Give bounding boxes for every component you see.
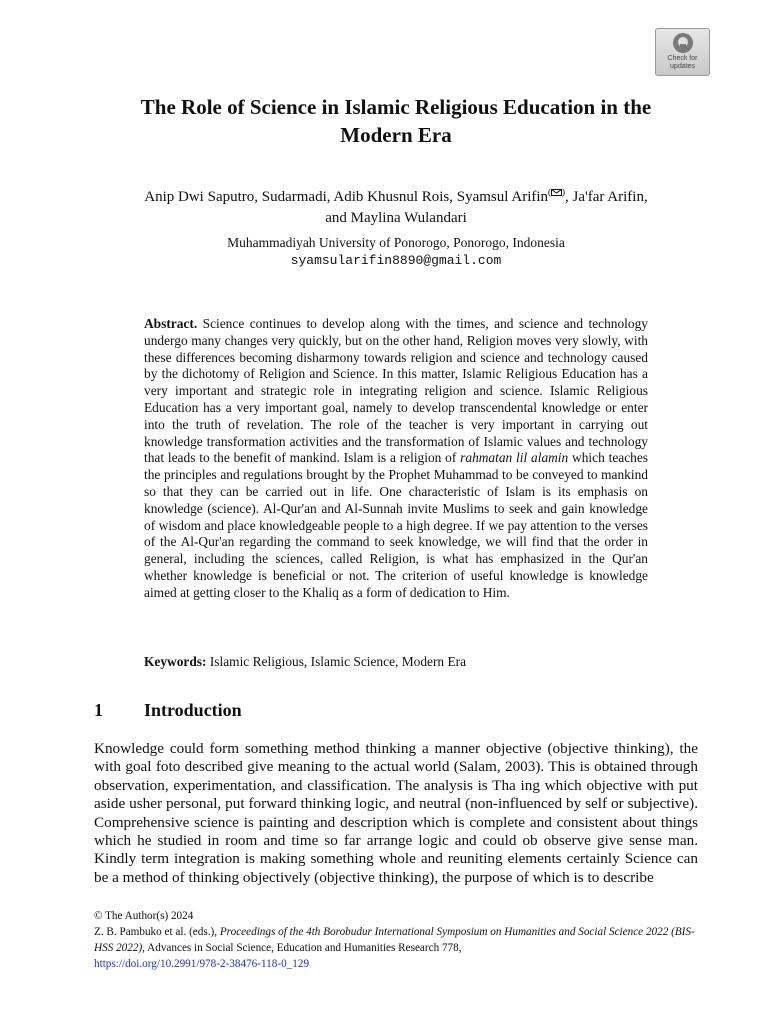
abstract-text-1: Science continues to develop along with the times, and science and technology undergo many changes very quickly, but on the other hand, Religion moves very slowly, with these differences becoming disharmony towards religion and science and technology caused by the dichotomy of Religion and Science. In this matter, Islamic Religious Education has a very important and strategic role in integrating religion and science. Islamic Religious Education has a very important goal, namely to develop transcendental knowledge or enter into the truth of revelation. The role of the teacher is very important in carrying out knowledge transformation activities and the transformation of Islamic values and technology that leads to the benefit of mankind. Islam is a religion of [144,316,648,466]
check-for-updates-badge[interactable] [655,28,710,76]
section-title: Introduction [144,700,242,720]
introduction-paragraph: Knowledge could form something method thinking a manner objective (objective thinking), the with goal foto described give meaning to the actual world (Salam, 2003). This is obtained through observation, experimentation, and classification. The analysis is Tha ing which objective with put aside usher personal, put forward thinking logic, and neutral (non-influenced by self or subjective). Comprehensive science is painting and description which is complete and consistent about things which he studied in room and time so far arrange logic and could ob observe give sense man. Kindly term integration is making something whole and reuniting elements certainly Science can be a method of thinking objectively (objective thinking), the purpose of which is to describe [94,740,698,886]
doi-link[interactable]: https://doi.org/10.2991/978-2-38476-118-0_129 [94,958,310,970]
affiliation-block [60,234,732,269]
authors-line-1: Anip Dwi Saputro, Sudarmadi, Adib Khusnul Rois, Syamsul Arifin [144,189,549,205]
keywords-text: Islamic Religious, Islamic Science, Modern Era [206,654,467,669]
badge-line-2: updates [670,63,695,70]
abstract-label: Abstract. [144,316,198,331]
badge-line-1: Check for [667,55,698,62]
email-envelope-icon[interactable]: ( ) [548,187,566,197]
author-email[interactable]: syamsularifin8890@gmail.com [290,253,502,268]
check-updates-icon [670,32,696,54]
paper-title [60,93,732,149]
citation [94,924,704,956]
citation-proceedings: Proceedings of the 4th Borobudur International Symposium on Humanities and Social Science 2022 (BIS-HSS 2022) [94,926,695,954]
section-heading-introduction [94,698,242,722]
abstract-text-2: which teaches the principles and regulations brought by the Prophet Muhammad to be conveyed to mankind so that they can be carried out in life. One characteristic of Islam is its emphasis on knowledge (science). Al-Qur'an and Al-Sunnah invite Muslims to seek and gain knowledge of wisdom and place knowledgeable people to a high degree. If we pay attention to the verses of the Al-Qur'an regarding the command to seek knowledge, we will find that the order in general, including the sciences, called Religion, is what has emphasized in the Qur'an whether knowledge is beneficial or not. The criterion of useful knowledge is knowledge aimed at getting closer to the Khaliq as a form of dedication to Him. [144,450,648,600]
copyright: © The Author(s) 2024 [94,910,194,922]
title-line-1: The Role of Science in Islamic Religious Education in the [140,95,652,119]
authors-line-2: and Maylina Wulandari [325,210,467,226]
citation-series: , Advances in Social Science, Education and Humanities Research 778, [142,942,462,954]
title-line-2: Modern Era [340,123,452,147]
section-number: 1 [94,700,103,720]
author-list [60,182,732,229]
keywords [144,653,648,670]
citation-editors: Z. B. Pambuko et al. (eds.), [94,926,220,938]
keywords-label: Keywords: [144,654,207,669]
authors-line-1-end: , Ja'far Arifin, [565,189,648,205]
abstract [144,316,648,602]
abstract-italic-term: rahmatan lil alamin [460,450,569,466]
affiliation: Muhammadiyah University of Ponorogo, Ponorogo, Indonesia [227,235,565,250]
footer-citation [94,908,704,972]
